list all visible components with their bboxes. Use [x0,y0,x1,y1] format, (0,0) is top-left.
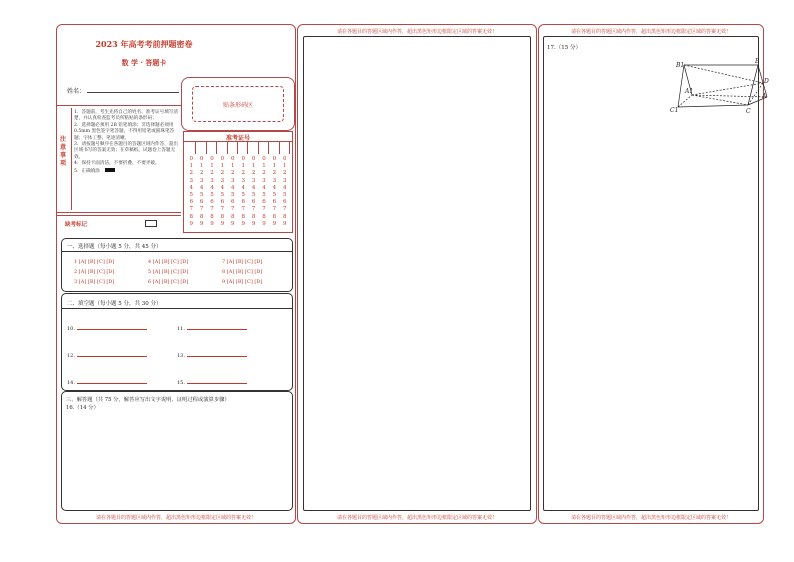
exam-digit-bubble[interactable]: 3 [283,177,287,184]
exam-digit-bubble[interactable]: 7 [262,206,266,213]
label-d: D [764,78,769,85]
exam-digit-bubble[interactable]: 4 [283,184,287,191]
exam-digit-bubble[interactable]: 3 [231,177,235,184]
exam-digit-bubble[interactable]: 8 [241,213,245,220]
answer-area-2[interactable] [303,36,531,511]
exam-digit-bubble[interactable]: 0 [231,156,235,162]
note-item-5: 5．正确填涂 [74,168,178,175]
name-label: 姓名： [67,88,86,95]
exam-digit-bubble[interactable]: 8 [231,213,235,220]
exam-digit-bubble[interactable]: 1 [189,163,193,170]
exam-number-digit-column[interactable] [259,156,269,228]
exam-digit-bubble[interactable]: 4 [262,184,266,191]
exam-digit-bubble[interactable]: 2 [189,170,193,177]
exam-digit-bubble[interactable]: 2 [199,170,204,177]
exam-digit-bubble[interactable]: 2 [272,170,277,177]
label-a: A [762,93,767,100]
exam-digit-bubble[interactable]: 5 [251,192,256,199]
exam-digit-bubble[interactable]: 7 [220,206,225,213]
answer-card-panel-1 [56,24,296,524]
exam-digit-bubble[interactable]: 1 [220,163,225,170]
exam-digit-bubble[interactable]: 0 [210,156,214,162]
exam-number-digit-column[interactable] [248,156,258,228]
choice-q9[interactable]: 9 [A] [B] [C] [D] [222,279,263,285]
exam-digit-bubble[interactable]: 9 [241,220,245,227]
exam-digit-bubble[interactable]: 0 [251,156,256,162]
exam-digit-bubble[interactable]: 9 [283,220,287,227]
blank-11[interactable]: 11. [177,326,247,332]
exam-digit-bubble[interactable]: 7 [210,206,214,213]
prism-figure [668,57,768,127]
absent-checkbox[interactable] [145,220,157,227]
exam-number-input-cell[interactable] [280,142,290,154]
choice-q7[interactable]: 7 [A] [B] [C] [D] [222,259,263,265]
exam-number-digit-column[interactable] [196,156,206,228]
exam-digit-bubble[interactable]: 1 [231,163,235,170]
name-field[interactable] [87,92,179,93]
section-choice [61,238,293,292]
exam-number-digit-column[interactable] [186,156,196,228]
label-b: B [755,58,760,65]
exam-digit-bubble[interactable]: 1 [251,163,256,170]
exam-digit-bubble[interactable]: 8 [199,213,204,220]
exam-digit-bubble[interactable]: 9 [231,220,235,227]
choice-q2[interactable]: 2 [A] [B] [C] [D] [74,269,115,275]
exam-digit-bubble[interactable]: 7 [241,206,245,213]
exam-digit-bubble[interactable]: 0 [262,156,266,162]
exam-digit-bubble[interactable]: 7 [272,206,277,213]
note-item-1: 1．答题前，考生先将自己的姓名、准考证号填写清楚，并认真检查监考员所粘贴的条形码； [74,110,178,122]
barcode-area [181,77,295,131]
exam-digit-bubble[interactable]: 5 [231,192,235,199]
label-b1: B1 [676,62,685,69]
exam-digit-bubble[interactable]: 6 [262,199,266,206]
exam-digit-bubble[interactable]: 4 [189,184,193,191]
exam-digit-bubble[interactable]: 6 [241,199,245,206]
top-warning-2: 请在各题目的答题区域内作答，超出黑色矩形边框限定区域的答案无效！ [336,29,497,35]
exam-digit-bubble[interactable]: 3 [199,177,204,184]
exam-digit-bubble[interactable]: 5 [241,192,245,199]
exam-digit-bubble[interactable]: 4 [220,184,225,191]
exam-number-title: 准考证号 [225,135,250,142]
exam-number-input-cell[interactable] [186,142,196,154]
exam-digit-bubble[interactable]: 1 [199,163,204,170]
choice-q8[interactable]: 8 [A] [B] [C] [D] [222,269,263,275]
exam-number-grid[interactable] [183,131,293,233]
exam-number-digits [186,156,290,230]
choice-q3[interactable]: 3 [A] [B] [C] [D] [74,279,115,285]
exam-digit-bubble[interactable]: 6 [210,199,214,206]
exam-digit-bubble[interactable]: 3 [189,177,193,184]
bottom-warning-1: 请在各题目的答题区域内作答，超出黑色矩形边框限定区域的答案无效！ [95,515,256,521]
exam-digit-bubble[interactable]: 3 [272,177,277,184]
exam-digit-bubble[interactable]: 1 [241,163,245,170]
note-item-3: 3．请按题号顺序在各题目的答题区域内作答，超出区域书写的答案无效；在草稿纸、试题卷上答题无效。 [74,142,178,160]
exam-digit-bubble[interactable]: 5 [220,192,225,199]
exam-number-input-cell[interactable] [238,142,248,154]
exam-digit-bubble[interactable]: 2 [251,170,256,177]
exam-digit-bubble[interactable]: 0 [272,156,277,162]
exam-number-digit-column[interactable] [238,156,248,228]
card-subtitle: 数 学 · 答题卡 [121,58,167,67]
exam-number-input-cell[interactable] [269,142,279,154]
exam-digit-bubble[interactable]: 0 [241,156,245,162]
exam-number-input-cell[interactable] [259,142,269,154]
exam-digit-bubble[interactable]: 2 [262,170,266,177]
exam-digit-bubble[interactable]: 8 [210,213,214,220]
exam-digit-bubble[interactable]: 0 [220,156,225,162]
exam-digit-bubble[interactable]: 1 [262,163,266,170]
exam-digit-bubble[interactable]: 9 [210,220,214,227]
section-solution-title: 三、解答题（共 75 分，解答应写出文字说明、证明过程或演算步骤） [66,397,230,403]
label-c1: C1 [670,107,679,114]
label-c: C [746,108,751,115]
blank-15[interactable]: 15. [177,380,247,386]
exam-digit-bubble[interactable]: 7 [231,206,235,213]
exam-digit-bubble[interactable]: 2 [241,170,245,177]
exam-number-digit-column[interactable] [269,156,279,228]
exam-digit-bubble[interactable]: 5 [272,192,277,199]
exam-number-digit-column[interactable] [217,156,227,228]
section-fill-title: 二、填空题（每小题 5 分，共 30 分） [67,301,162,307]
notes-list [74,110,178,175]
exam-digit-bubble[interactable]: 4 [199,184,204,191]
exam-digit-bubble[interactable]: 1 [283,163,287,170]
exam-digit-bubble[interactable]: 5 [189,192,193,199]
exam-digit-bubble[interactable]: 9 [220,220,225,227]
label-a1: A1 [685,88,694,95]
barcode-label: 贴条形码区 [222,102,253,109]
exam-number-input-cell[interactable] [207,142,217,154]
exam-digit-bubble[interactable]: 4 [251,184,256,191]
section-choice-title: 一、选择题（每小题 5 分，共 45 分） [67,244,162,250]
exam-digit-bubble[interactable]: 9 [199,220,204,227]
exam-digit-bubble[interactable]: 7 [251,206,256,213]
exam-digit-bubble[interactable]: 6 [189,199,193,206]
exam-digit-bubble[interactable]: 2 [231,170,235,177]
exam-digit-bubble[interactable]: 4 [272,184,277,191]
section-solution[interactable] [61,391,293,511]
question-16-label: 16.（14 分） [66,405,99,411]
absent-row [57,215,181,230]
top-warning-3: 请在各题目的答题区域内作答，超出黑色矩形边框限定区域的答案无效！ [570,29,731,35]
exam-digit-bubble[interactable]: 7 [189,206,193,213]
choice-q6[interactable]: 6 [A] [B] [C] [D] [148,279,189,285]
answer-card-panel-3 [538,24,769,524]
card-title: 2023 年高考考前押题密卷 [95,39,193,49]
exam-digit-bubble[interactable]: 6 [220,199,225,206]
choice-q1[interactable]: 1 [A] [B] [C] [D] [74,259,115,265]
exam-digit-bubble[interactable]: 8 [262,213,266,220]
exam-digit-bubble[interactable]: 3 [262,177,266,184]
exam-number-input-cell[interactable] [248,142,258,154]
exam-digit-bubble[interactable]: 5 [283,192,287,199]
choice-q4[interactable]: 4 [A] [B] [C] [D] [148,259,189,265]
bottom-warning-2: 请在各题目的答题区域内作答，超出黑色矩形边框限定区域的答案无效！ [336,515,497,521]
question-17-label: 17.（15 分） [547,45,581,51]
exam-number-digit-column[interactable] [228,156,238,228]
exam-digit-bubble[interactable]: 8 [272,213,277,220]
exam-digit-bubble[interactable]: 8 [220,213,225,220]
section-fill-blank [61,293,293,391]
filled-sample-icon [105,168,115,172]
exam-digit-bubble[interactable]: 4 [231,184,235,191]
exam-digit-bubble[interactable]: 6 [199,199,204,206]
note-item-2: 2．选择题必须用 2B 铅笔填涂；非选择题必须用 0.5mm 黑色签字笔答题，不得用铅笔或圆珠笔答题；字体工整、笔迹清晰。 [74,122,175,141]
exam-digit-bubble[interactable]: 5 [210,192,214,199]
blank-14[interactable]: 14. [67,380,147,386]
exam-number-input-cell[interactable] [217,142,227,154]
exam-digit-bubble[interactable]: 6 [272,199,277,206]
exam-digit-bubble[interactable]: 5 [262,192,266,199]
exam-number-input-cell[interactable] [228,142,238,154]
exam-digit-bubble[interactable]: 7 [283,206,287,213]
exam-digit-bubble[interactable]: 9 [251,220,256,227]
exam-digit-bubble[interactable]: 6 [251,199,256,206]
exam-number-cells [186,142,290,154]
exam-number-digit-column[interactable] [280,156,290,228]
blank-10[interactable]: 10. [67,326,147,332]
exam-digit-bubble[interactable]: 3 [210,177,214,184]
bottom-warning-3: 请在各题目的答题区域内作答，超出黑色矩形边框限定区域的答案无效！ [570,515,731,521]
notes-box [57,105,181,213]
note-item-4: 4．保持卡面清洁，不要折叠、不要弄破。 [74,161,160,167]
exam-digit-bubble[interactable]: 0 [283,156,287,162]
exam-digit-bubble[interactable]: 9 [189,220,193,227]
exam-digit-bubble[interactable]: 8 [283,213,287,220]
exam-digit-bubble[interactable]: 4 [241,184,245,191]
exam-digit-bubble[interactable]: 3 [241,177,245,184]
exam-digit-bubble[interactable]: 8 [251,213,256,220]
exam-number-digit-column[interactable] [207,156,217,228]
exam-digit-bubble[interactable]: 5 [199,192,204,199]
exam-digit-bubble[interactable]: 6 [231,199,235,206]
exam-digit-bubble[interactable]: 2 [210,170,214,177]
exam-digit-bubble[interactable]: 8 [189,213,193,220]
exam-digit-bubble[interactable]: 9 [262,220,266,227]
exam-digit-bubble[interactable]: 3 [220,177,225,184]
answer-card-panel-2 [297,24,537,524]
blank-13[interactable]: 13. [177,353,247,359]
exam-digit-bubble[interactable]: 9 [272,220,277,227]
exam-number-input-cell[interactable] [196,142,206,154]
choice-q5[interactable]: 5 [A] [B] [C] [D] [148,269,189,275]
blank-12[interactable]: 12. [67,353,147,359]
exam-digit-bubble[interactable]: 2 [220,170,225,177]
exam-digit-bubble[interactable]: 2 [283,170,287,177]
exam-digit-bubble[interactable]: 7 [199,206,204,213]
exam-digit-bubble[interactable]: 3 [251,177,256,184]
exam-digit-bubble[interactable]: 1 [210,163,214,170]
exam-digit-bubble[interactable]: 4 [210,184,214,191]
exam-digit-bubble[interactable]: 0 [189,156,193,162]
notes-title: 注意事项 [60,136,67,167]
exam-digit-bubble[interactable]: 1 [272,163,277,170]
answer-area-3[interactable] [543,36,769,511]
exam-digit-bubble[interactable]: 0 [199,156,204,162]
absent-label: 缺考标记 [65,222,88,228]
exam-digit-bubble[interactable]: 6 [283,199,287,206]
